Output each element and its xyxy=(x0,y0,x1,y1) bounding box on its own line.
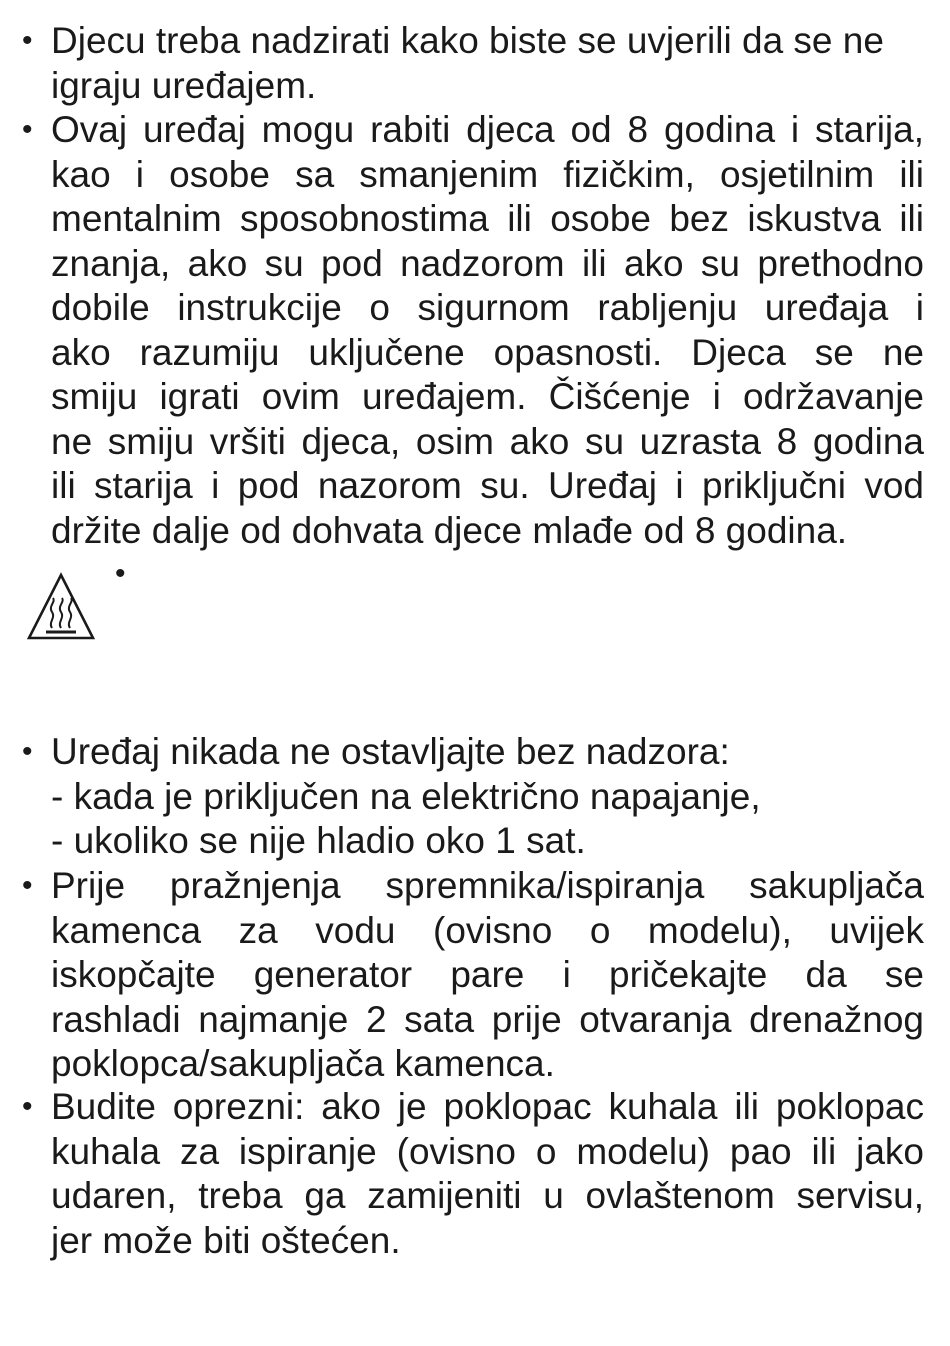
text-line: mentalnim sposobnostima ili osobe bez iskustva ili xyxy=(51,198,924,239)
text-line: jer može biti oštećen. xyxy=(51,1219,401,1261)
text-line: Budite oprezni: ako je poklopac kuhala ili poklopac xyxy=(51,1086,924,1127)
text-line: Prije pražnjenja spremnika/ispiranja sakupljača xyxy=(51,865,924,906)
hot-surface-warning-icon xyxy=(26,572,96,642)
text-line: Uređaj nikada ne ostavljajte bez nadzora: xyxy=(51,731,730,772)
bullet-marker: • xyxy=(22,869,33,902)
text-line: kao i osobe sa smanjenim fizičkim, osjetilnim ili xyxy=(51,153,924,195)
text-line: igraju uređajem. xyxy=(51,64,317,106)
bullet-text xyxy=(51,730,924,864)
bullet-text xyxy=(51,108,924,553)
bullet-text xyxy=(51,864,924,1087)
safety-bullet-damaged-cap xyxy=(22,1085,924,1263)
safety-bullet-children-age-8 xyxy=(22,108,924,553)
text-line: poklopca/sakupljača kamenca. xyxy=(51,1043,555,1084)
text-line: iskopčajte generator pare i pričekajte da se xyxy=(51,954,924,995)
text-line: - kada je priključen na električno napajanje, xyxy=(51,775,761,817)
text-line: - ukoliko se nije hladio oko 1 sat. xyxy=(51,820,586,861)
bullet-marker: • xyxy=(22,1090,33,1123)
bullet-text xyxy=(51,1085,924,1263)
text-line: ne smiju vršiti djeca, osim ako su uzrasta 8 godina xyxy=(51,420,924,462)
bullet-marker: • xyxy=(115,557,126,590)
text-line: ili starija i pod nazorom su. Uređaj i priključni vod xyxy=(51,465,924,506)
bullet-marker: • xyxy=(22,24,33,57)
text-line: rashladi najmanje 2 sata prije otvaranja drenažnog xyxy=(51,998,924,1040)
bullet-marker: • xyxy=(22,113,33,146)
text-line: kuhala za ispiranje (ovisno o modelu) pao ili jako xyxy=(51,1130,924,1172)
safety-bullet-supervise-children xyxy=(22,19,924,108)
text-line: znanja, ako su pod nadzorom ili ako su prethodno xyxy=(51,242,924,284)
text-line: smiju igrati ovim uređajem. Čišćenje i održavanje xyxy=(51,376,924,417)
text-line: Ovaj uređaj mogu rabiti djeca od 8 godina i starija, xyxy=(51,109,924,150)
text-line: ako razumiju uključene opasnosti. Djeca se ne xyxy=(51,331,924,373)
text-line: Djecu treba nadzirati kako biste se uvjerili da se ne xyxy=(51,20,884,61)
text-line: dobile instrukcije o sigurnom rabljenju uređaja i xyxy=(51,287,924,328)
text-line: udaren, treba ga zamijeniti u ovlaštenom servisu, xyxy=(51,1175,924,1216)
text-line: držite dalje od dohvata djece mlađe od 8 godina. xyxy=(51,509,848,551)
bullet-text xyxy=(51,19,924,108)
safety-bullet-never-unattended xyxy=(22,730,924,864)
text-line: kamenca za vodu (ovisno o modelu), uvijek xyxy=(51,909,924,951)
safety-bullet-emptying-tank xyxy=(22,864,924,1087)
bullet-marker: • xyxy=(22,735,33,768)
